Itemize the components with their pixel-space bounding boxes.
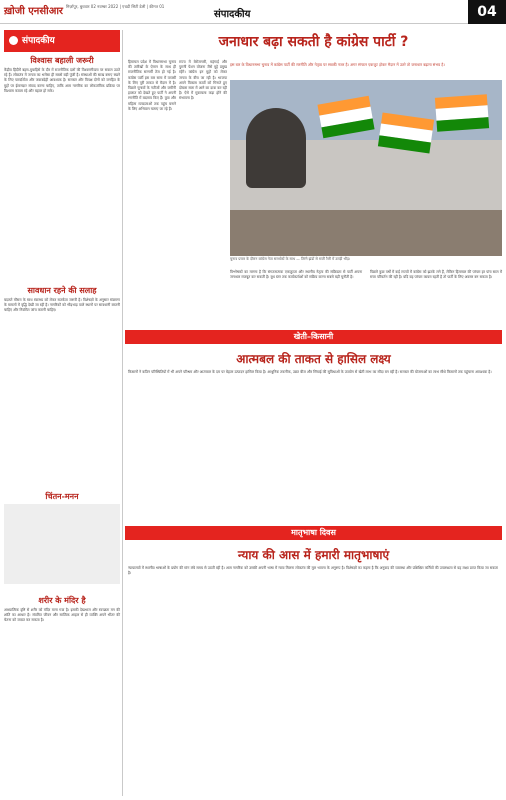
lead-column-4: पिछले कुछ वर्षों में कई राज्यों में कांग्रेस को झटके लगे हैं, लेकिन हिमाचल की परंपरा हर पांच साल में सत्ता परिवर्तन की रही है। यदि यह परंपरा कायम रहती है तो पार्टी के लिए अवसर बन सकता है। (370, 270, 504, 280)
section-title: संपादकीय (214, 9, 251, 20)
masthead (0, 0, 506, 24)
lead-intro: इस बार के विधानसभा चुनाव में कांग्रेस पार्टी की रणनीति और नेतृत्व पर सबकी नजर है। अगर संगठन एकजुट होकर मैदान में उतरे तो जनाधार बढ़ाना संभव है। (230, 62, 445, 67)
farming-body: किसानों ने कठिन परिस्थितियों में भी अपने परिश्रम और आत्मबल के दम पर बेहतर उत्पादन हासिल किया है। आधुनिक तकनीक, उन्नत बीज और सिंचाई की सुविधाओं के उपयोग से खेती लाभ का सौदा बन रही है। सरकार की योजनाओं का लाभ सीधे किसानों तक पहुंचाना आवश्यक है। (128, 370, 492, 374)
newspaper-brand: ख़ोजी एनसीआर (4, 6, 64, 17)
editorial-headline-1: विश्वास बहाली जरूरी (30, 56, 94, 65)
dateline: मिर्ज़ापुर, बुधवार 02 नवम्बर 2022 | एचडी सिटी डेली | कीमत 01 (66, 4, 165, 9)
column-divider (122, 30, 123, 796)
crowd (230, 210, 502, 256)
page-number: 04 (468, 0, 506, 24)
photo-caption: चुनाव प्रचार के दौरान कांग्रेस नेता समर्थकों के साथ — तिरंगे झंडों से सजी रैली में उमड़ी भीड़। (230, 257, 351, 261)
lead-headline: जनाधार बढ़ा सकती है कांग्रेस पार्टी ? (218, 34, 409, 50)
editorial-body-1: केंद्रीय हिंदीमें बहस-मुबाहिसे के दौर में राजनीतिक दलों की विश्वसनीयता पर सवाल उठते रहे हैं। लोकतंत्र में जनता का भरोसा ही सबसे बड़ी पूंजी है। संस्थाओं की साख बनाए रखने के लिए पारदर्शिता और जवाबदेही आवश्यक है। सरकार और विपक्ष दोनों को जनहित के मुद्दों पर ईमानदार संवाद करना चाहिए, ताकि आम नागरिक का लोकतांत्रिक प्रक्रिया पर विश्वास कायम रहे और बहाल हो सके। (4, 68, 122, 93)
lead-story (125, 30, 502, 55)
editorial-body-3: आध्यात्मिक दृष्टि से शरीर को मंदिर माना गया है। इसकी देखभाल और स्वच्छता मन की शांति का आधार है। संयमित जीवन और सात्विक आहार से ही व्यक्ति अपने भीतर की चेतना को जाग्रत कर सकता है। (4, 608, 122, 623)
editorial-headline-2: सावधान रहने की सलाह (27, 286, 97, 295)
motherland-body: न्यायालयों में स्थानीय भाषाओं के प्रयोग की मांग लंबे समय से उठती रही है। आम नागरिक को उसकी अपनी भाषा में न्याय मिलना लोकतंत्र की मूल भावना के अनुरूप है। विशेषज्ञों का कहना है कि अनुवाद की व्यवस्था और प्रशिक्षित कर्मियों की उपलब्धता से यह लक्ष्य प्राप्त किया जा सकता है। (128, 566, 500, 576)
opinion-label: चिंतन-मनन (45, 492, 79, 501)
editorial-column (4, 30, 120, 758)
lead-column-1: हिमाचल प्रदेश में विधानसभा चुनाव की तारीखों के ऐलान के साथ ही राजनीतिक सरगर्मी तेज हो गई है। कांग्रेस पार्टी इस बार सत्ता में वापसी के लिए पूरी ताकत से मैदान में है। पिछले चुनावों के नतीजों और जमीनी हालात को देखते हुए पार्टी ने अपनी रणनीति में बदलाव किए हैं। युवा और महिला मतदाताओं तक पहुंच बनाने के लिए अभियान चलाए जा रहे हैं। (128, 60, 178, 111)
lead-column-3: विश्लेषकों का मानना है कि संगठनात्मक एकजुटता और स्थानीय नेतृत्व की सक्रियता से पार्टी अपना जनाधार मजबूत कर सकती है। बूथ स्तर तक कार्यकर्ताओं को सक्रिय करना सबसे बड़ी चुनौती है। (230, 270, 364, 280)
farming-section-label: खेती–किसानी (125, 330, 502, 344)
tricolor-flag (435, 94, 489, 132)
lead-column-2: राज्य में बेरोजगारी, महंगाई और पुरानी पेंशन योजना जैसे मुद्दे प्रमुख रहेंगे। कांग्रेस इन मुद्दों को लेकर जनता के बीच जा रही है। भाजपा अपने विकास कार्यों को गिनाते हुए दोबारा सत्ता में आने का दावा कर रही है। ऐसे में मुकाबला कड़ा होने की संभावना है। (179, 60, 229, 101)
motherland-section-label: मातृभाषा दिवस (125, 526, 502, 540)
editorial-body-2: बदलते मौसम के साथ स्वास्थ्य को लेकर सतर्कता जरूरी है। विशेषज्ञों के अनुसार संक्रमण के मामलों में वृद्धि देखी जा रही है। नागरिकों को भीड़भाड़ वाले स्थानों पर सावधानी बरतनी चाहिए और नियमित जांच करानी चाहिए। (4, 298, 122, 313)
editorial-headline-3: शरीर के मंदिर है (38, 596, 86, 605)
opinion-image (4, 504, 120, 584)
rally-photo (230, 80, 502, 256)
motherland-headline: न्याय की आस में हमारी मातृभाषाएं (237, 548, 390, 562)
leader-figure (246, 108, 306, 188)
farming-headline: आत्मबल की ताकत से हासिल लक्ष्य (236, 352, 391, 366)
tricolor-flag (378, 113, 434, 154)
editorial-label: संपादकीय (4, 30, 120, 52)
